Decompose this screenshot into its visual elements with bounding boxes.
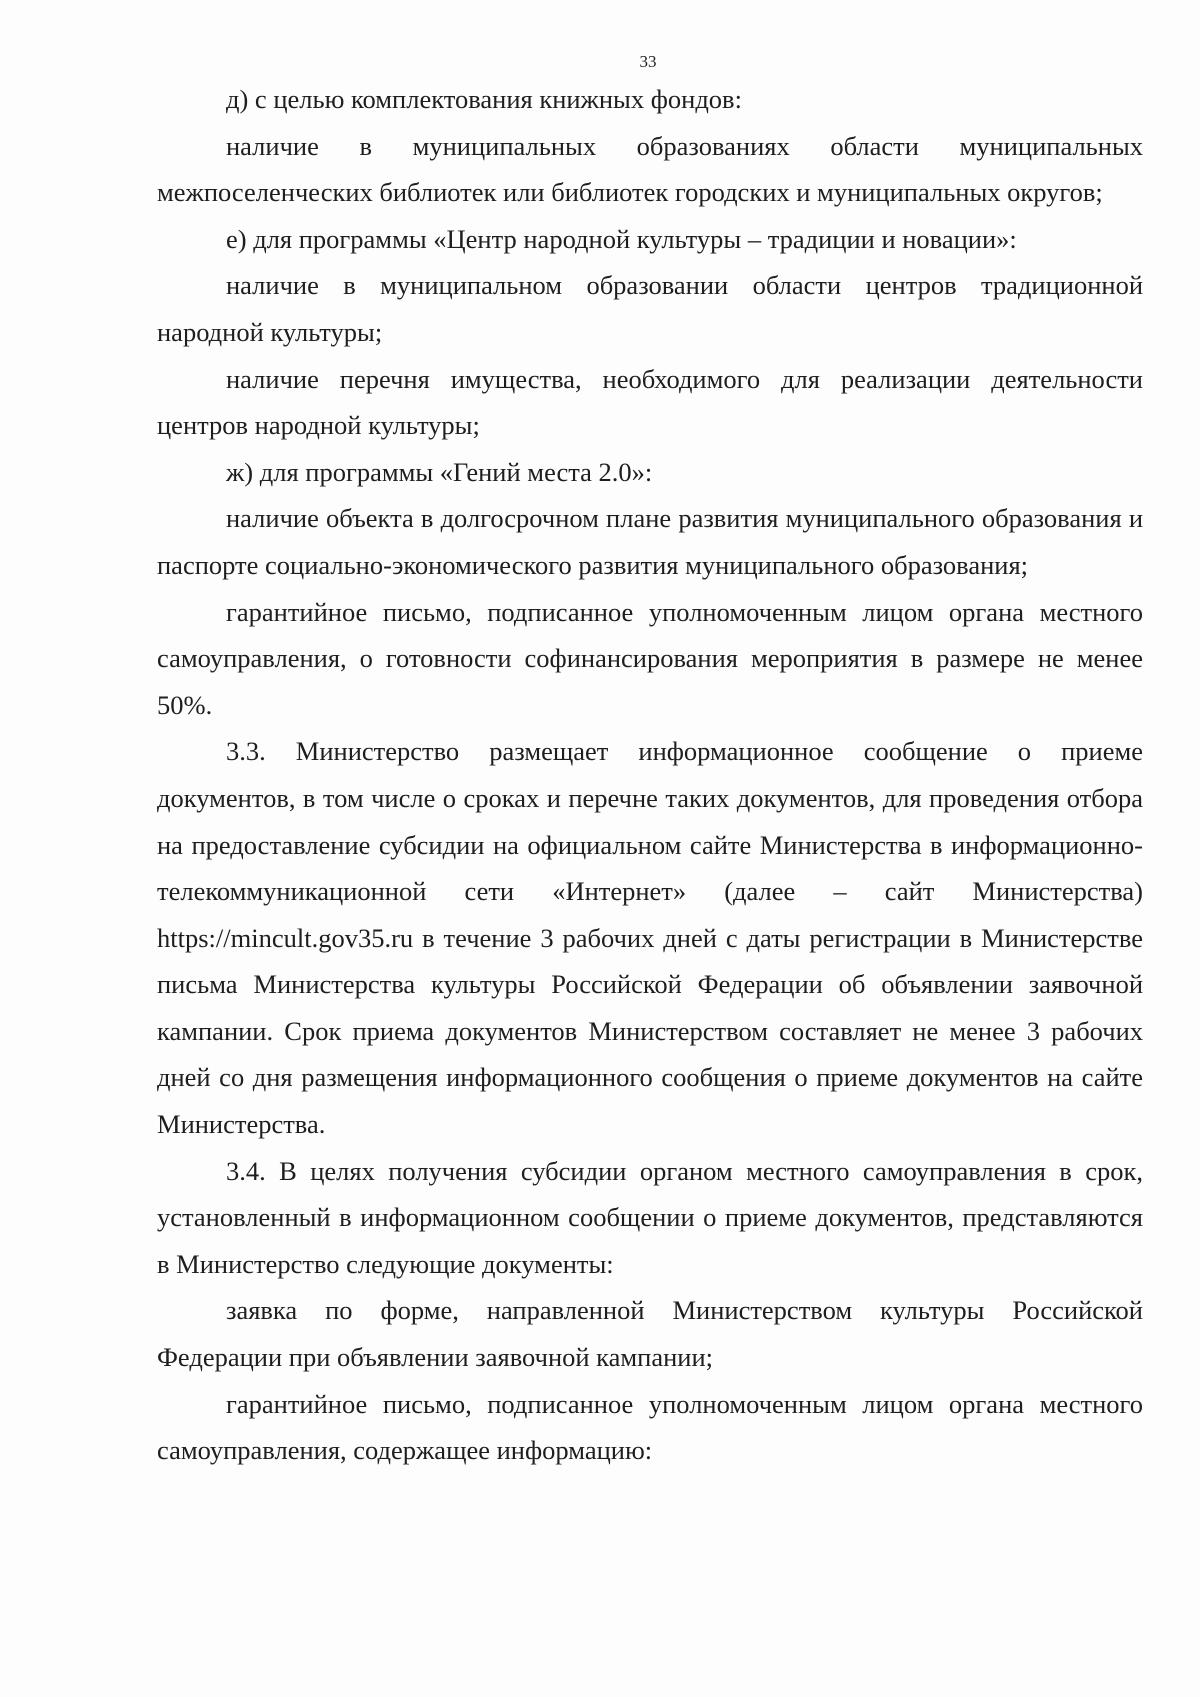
paragraph-3-4: 3.4. В целях получения субсидии органом местного самоуправления в срок, установленный в информационном сообщении о приеме документов, представляются в Министерство следующие документы: (157, 1155, 1143, 1279)
paragraph-zh-genius-loci-program: ж) для программы «Гений места 2.0»: (226, 456, 653, 487)
paragraph-development-plan-object: наличие объекта в долгосрочном плане развития муниципального образования и паспорте социально-экономического развития муниципального образования; (157, 503, 1143, 580)
document-body (157, 76, 1143, 1474)
paragraph-3-3: 3.3. Министерство размещает информационное сообщение о приеме документов, в том числе о сроках и перечне таких документов, для проведения отбора на предоставление субсидии на официальном сайте Министерства в информационно-телекоммуникационной сети «Интернет» (далее – сайт Министерства) https://mincult.gov35.ru в течение 3 рабочих дней с даты регистрации в Министерстве письма Министерства культуры Российской Федерации об объявлении заявочной кампании. Срок приема документов Министерством составляет не менее 3 рабочих дней со дня размещения информационного сообщения о приеме документов на сайте Министерства. (157, 736, 1143, 1140)
paragraph-e-folk-culture-program: е) для программы «Центр народной культуры – традиции и новации»: (226, 223, 1017, 254)
paragraph-guarantee-letter-cofinancing: гарантийное письмо, подписанное уполномоченным лицом органа местного самоуправления, о готовности софинансирования мероприятия в размере не менее 50%. (157, 596, 1143, 720)
paragraph-folk-culture-centers: наличие в муниципальном образовании области центров традиционной народной культуры; (157, 270, 1143, 347)
paragraph-property-list: наличие перечня имущества, необходимого для реализации деятельности центров народной культуры; (157, 363, 1143, 441)
paragraph-guarantee-letter-info: гарантийное письмо, подписанное уполномоченным лицом органа местного самоуправления, содержащее информацию: (157, 1388, 1143, 1466)
paragraph-application-form: заявка по форме, направленной Министерством культуры Российской Федерации при объявлении заявочной кампании; (157, 1295, 1143, 1373)
paragraph-d-book-funds: д) с целью комплектования книжных фондов: (226, 84, 742, 114)
page-number: 33 (639, 52, 657, 71)
paragraph-intersettlement-libraries: наличие в муниципальных образованиях области муниципальных межпоселенческих библиотек или библиотек городских и муниципальных округов; (157, 130, 1143, 208)
